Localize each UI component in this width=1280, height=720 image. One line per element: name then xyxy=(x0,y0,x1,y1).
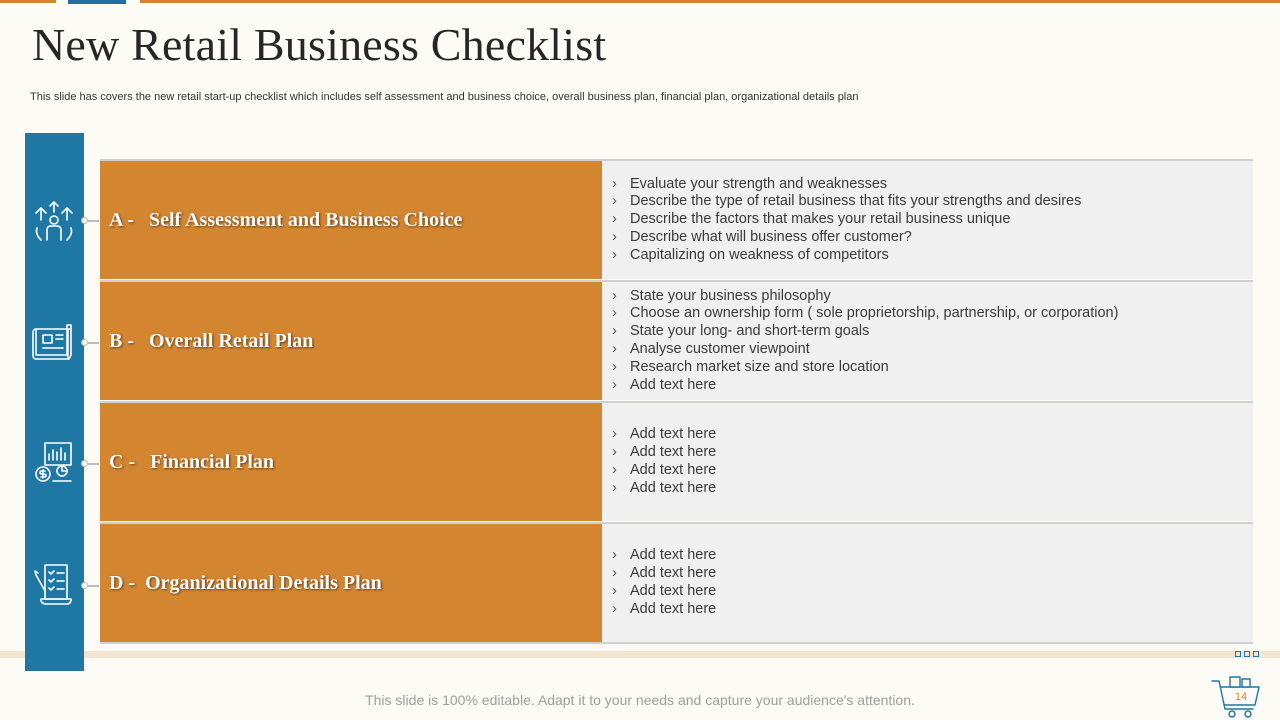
bottom-accent-band xyxy=(0,651,1280,658)
checklist-row-d xyxy=(100,522,1253,644)
bullet-item: › Add text here xyxy=(612,462,717,478)
bullet-item: › Add text here xyxy=(612,583,717,599)
bullet-list xyxy=(612,176,1081,265)
row-heading-cell xyxy=(100,282,602,400)
square-icon xyxy=(1235,651,1241,657)
bullet-item: › Add text here xyxy=(612,479,717,496)
bullet-list xyxy=(612,288,1118,395)
growth-person-icon xyxy=(30,197,78,245)
slide-subtitle: This slide has covers the new retail start-up checklist which includes self assessment and business choice, overall business plan, financial plan, organizational details plan xyxy=(30,91,859,103)
navigation-squares-icon[interactable] xyxy=(1235,651,1259,657)
bullet-item: › State your business philosophy xyxy=(612,287,831,304)
top-accent-tab xyxy=(68,0,126,4)
bullet-item: › Choose an ownership form ( sole proprietorship, partnership, or corporation) xyxy=(612,305,1119,322)
chevron-right-icon: › xyxy=(612,175,617,192)
top-accent-line xyxy=(0,0,1280,3)
chevron-right-icon: › xyxy=(612,600,617,617)
footer-note: This slide is 100% editable. Adapt it to your needs and capture your audience's attention. xyxy=(365,692,915,708)
chevron-right-icon: › xyxy=(612,358,617,375)
bullet-item: › Add text here xyxy=(612,547,717,564)
bullet-item: › Add text here xyxy=(612,600,717,617)
row-title: Self Assessment and Business Choice xyxy=(149,208,463,231)
row-bullets-cell xyxy=(602,524,1253,642)
row-title: Organizational Details Plan xyxy=(145,571,382,594)
chevron-right-icon: › xyxy=(612,547,617,564)
top-accent-gap xyxy=(126,0,140,4)
bullet-item: › State your long- and short-term goals xyxy=(612,323,870,340)
chevron-right-icon: › xyxy=(612,376,617,393)
row-bullets-cell xyxy=(602,161,1253,279)
bullet-item: › Analyse customer viewpoint xyxy=(612,341,810,357)
top-accent-gap xyxy=(56,0,68,4)
row-letter: A - xyxy=(109,208,134,231)
row-heading xyxy=(109,209,462,232)
row-heading xyxy=(109,330,313,353)
chevron-right-icon: › xyxy=(612,305,617,322)
checklist-row-a xyxy=(100,159,1253,279)
chevron-right-icon: › xyxy=(612,211,617,228)
connector-dot xyxy=(81,217,88,224)
square-icon xyxy=(1244,651,1250,657)
row-heading xyxy=(109,451,274,474)
chevron-right-icon: › xyxy=(612,323,617,340)
bullet-item: › Evaluate your strength and weaknesses xyxy=(612,175,888,192)
bullet-item: › Describe what will business offer customer? xyxy=(612,228,912,245)
checklist-document-icon xyxy=(30,561,78,609)
row-letter: B - xyxy=(109,329,134,352)
slide-title: New Retail Business Checklist xyxy=(32,19,607,70)
bullet-item: › Add text here xyxy=(612,565,717,582)
bullet-item: › Add text here xyxy=(612,444,717,461)
bullet-list xyxy=(612,547,716,618)
chevron-right-icon: › xyxy=(612,228,617,245)
bullet-item: › Add text here xyxy=(612,376,717,393)
row-bullets-cell xyxy=(602,282,1253,400)
square-icon xyxy=(1253,651,1259,657)
blueprint-plan-icon xyxy=(30,318,78,366)
chevron-right-icon: › xyxy=(612,193,617,210)
chevron-right-icon: › xyxy=(612,341,617,357)
page-number: 14 xyxy=(1234,691,1248,703)
chevron-right-icon: › xyxy=(612,246,617,263)
financial-report-icon xyxy=(30,439,78,487)
bullet-item: › Describe the type of retail business that fits your strengths and desires xyxy=(612,193,1082,210)
checklist-row-b xyxy=(100,280,1253,400)
chevron-right-icon: › xyxy=(612,479,617,496)
bullet-item: › Add text here xyxy=(612,426,717,443)
row-title: Overall Retail Plan xyxy=(149,329,314,352)
bullet-item: › Research market size and store location xyxy=(612,358,889,375)
chevron-right-icon: › xyxy=(612,426,617,443)
row-letter: D - xyxy=(109,571,136,594)
connector-dot xyxy=(81,339,88,346)
bullet-item: › Capitalizing on weakness of competitors xyxy=(612,246,889,263)
chevron-right-icon: › xyxy=(612,287,617,304)
connector-dot xyxy=(81,460,88,467)
row-letter: C - xyxy=(109,450,136,473)
row-title: Financial Plan xyxy=(150,450,275,473)
row-bullets-cell xyxy=(602,403,1253,521)
bullet-item: › Describe the factors that makes your retail business unique xyxy=(612,211,1011,228)
chevron-right-icon: › xyxy=(612,583,617,599)
row-heading-cell xyxy=(100,524,602,642)
checklist-row-c xyxy=(100,401,1253,521)
row-heading-cell xyxy=(100,403,602,521)
chevron-right-icon: › xyxy=(612,462,617,478)
chevron-right-icon: › xyxy=(612,565,617,582)
bullet-list xyxy=(612,426,716,497)
row-heading xyxy=(109,572,382,595)
chevron-right-icon: › xyxy=(612,444,617,461)
connector-dot xyxy=(81,582,88,589)
row-heading-cell xyxy=(100,161,602,279)
